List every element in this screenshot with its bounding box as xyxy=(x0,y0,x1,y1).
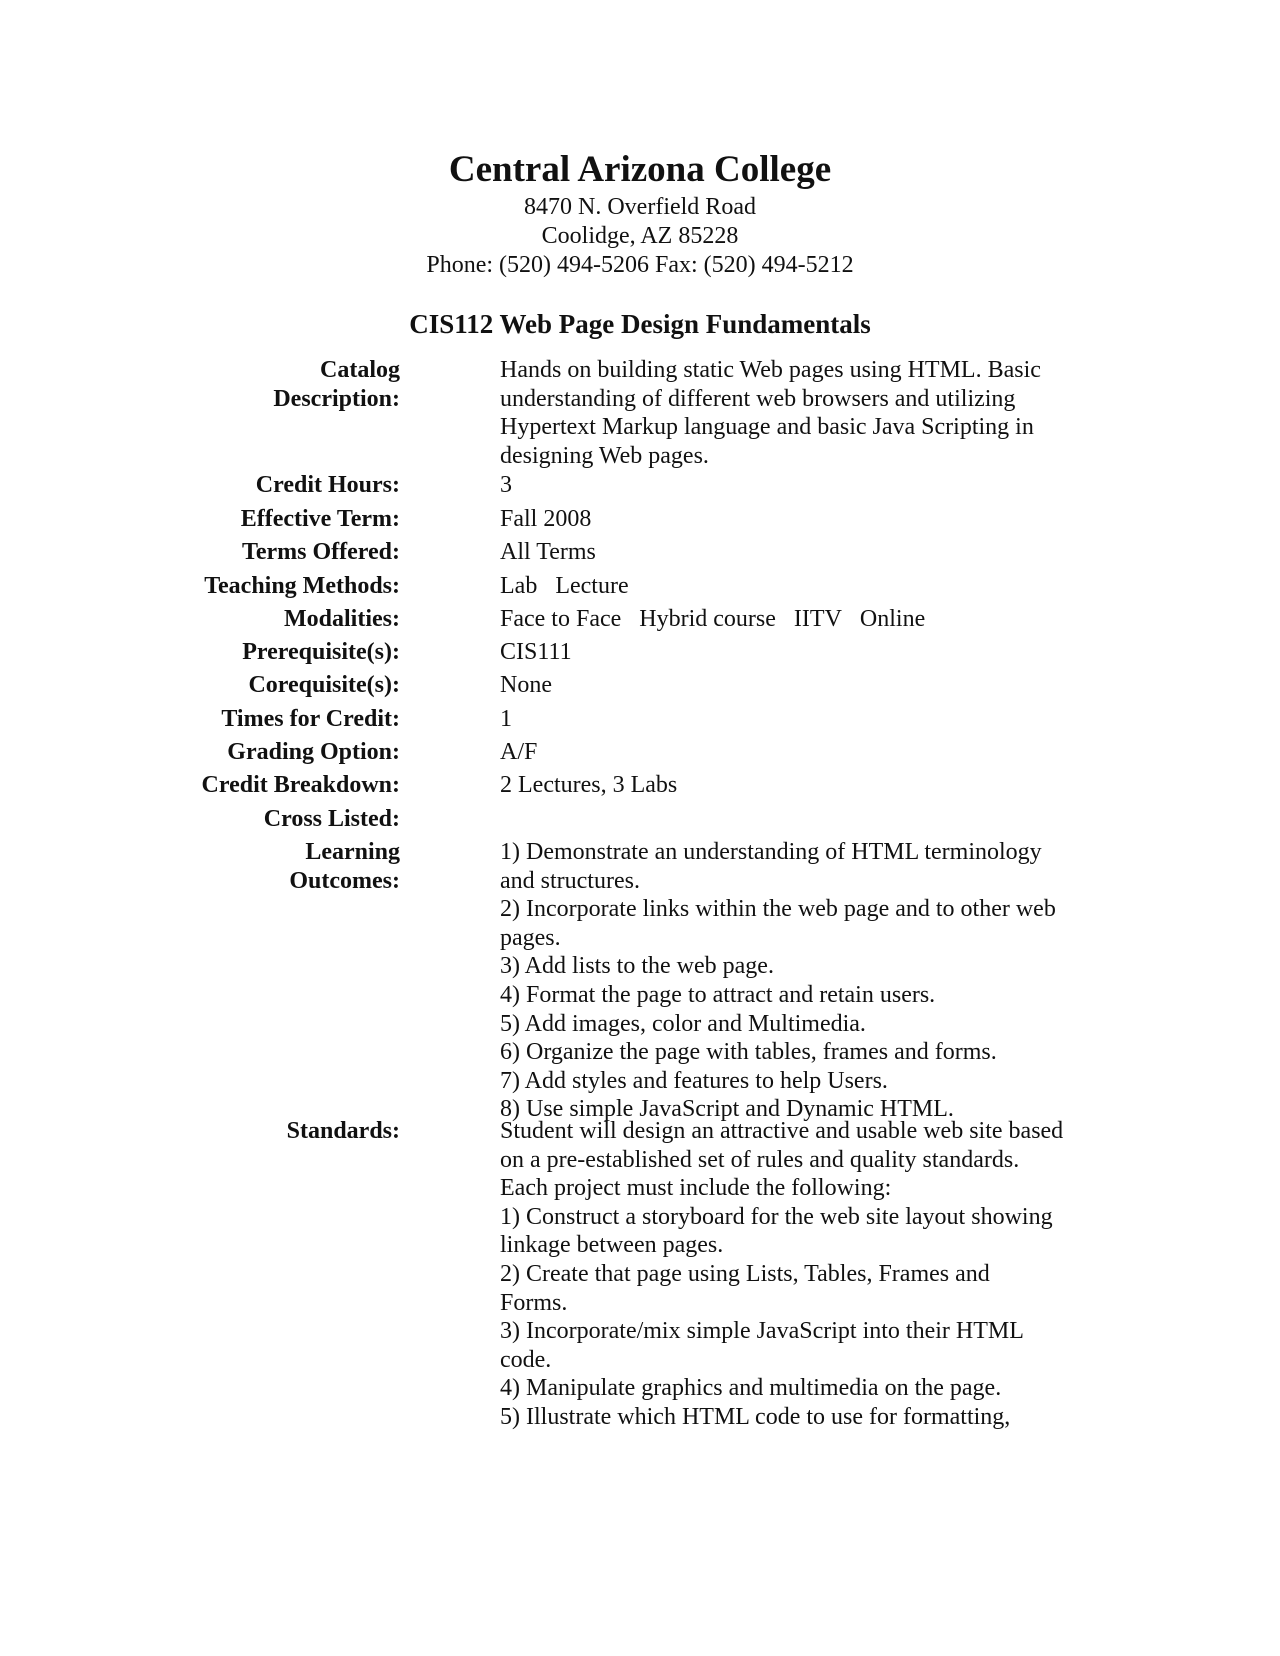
outcome-line: 1) Demonstrate an understanding of HTML terminology xyxy=(500,839,1042,865)
times-for-credit-label: Times for Credit: xyxy=(221,706,400,732)
effective-term-value: Fall 2008 xyxy=(500,506,592,532)
credit-hours-label: Credit Hours: xyxy=(255,472,400,498)
modalities-label: Modalities: xyxy=(284,606,400,632)
outcome-line: 4) Format the page to attract and retain users. xyxy=(500,981,936,1008)
label-line: Outcomes: xyxy=(289,867,400,894)
label-line: Description: xyxy=(273,385,400,412)
standards-line: 1) Construct a storyboard for the web site layout showing xyxy=(500,1203,1053,1230)
outcome-line: 7) Add styles and features to help Users. xyxy=(500,1067,888,1094)
corequisites-label: Corequisite(s): xyxy=(248,672,400,698)
learning-outcomes-value xyxy=(500,838,1100,1124)
course-title: CIS112 Web Page Design Fundamentals xyxy=(409,309,871,339)
standards-line: Forms. xyxy=(500,1289,568,1316)
cross-listed-label: Cross Listed: xyxy=(263,806,400,832)
standards-line: 5) Illustrate which HTML code to use for formatting, xyxy=(500,1403,1011,1430)
outcome-line: 6) Organize the page with tables, frames and forms. xyxy=(500,1039,997,1066)
catalog-description-value xyxy=(500,356,1100,470)
standards-line: Student will design an attractive and usable web site based xyxy=(500,1118,1064,1144)
teaching-method-item: Lab xyxy=(500,573,538,599)
label-line: Learning xyxy=(305,839,400,865)
teaching-method-item: Lecture xyxy=(555,573,629,599)
label-line: Catalog xyxy=(320,357,400,383)
prerequisites-label: Prerequisite(s): xyxy=(242,639,400,665)
text-line: designing Web pages. xyxy=(500,442,709,469)
outcome-line: 5) Add images, color and Multimedia. xyxy=(500,1010,866,1037)
modality-item: Online xyxy=(859,606,926,632)
modality-item: IITV xyxy=(793,606,842,632)
outcome-line: 2) Incorporate links within the web page and to other web xyxy=(500,896,1056,923)
prerequisites-value: CIS111 xyxy=(500,639,572,665)
outcome-line: 3) Add lists to the web page. xyxy=(500,953,774,980)
text-line: Hands on building static Web pages using HTML. Basic xyxy=(500,357,1041,383)
corequisites-value: None xyxy=(500,672,552,698)
outcome-line: 8) Use simple JavaScript and Dynamic HTML. xyxy=(500,1096,954,1123)
text-line: understanding of different web browsers and utilizing xyxy=(500,385,1016,412)
address-line-2: Coolidge, AZ 85228 xyxy=(541,223,739,249)
standards-line: Each project must include the following: xyxy=(500,1175,892,1202)
modality-item: Face to Face xyxy=(500,606,622,632)
grading-option-value: A/F xyxy=(500,739,538,765)
standards-line: on a pre-established set of rules and quality standards. xyxy=(500,1146,1020,1173)
college-name: Central Arizona College xyxy=(448,149,832,190)
outcome-line: pages. xyxy=(500,924,561,951)
outcome-line: and structures. xyxy=(500,867,640,894)
standards-line: 2) Create that page using Lists, Tables, Frames and xyxy=(500,1260,990,1287)
standards-line: linkage between pages. xyxy=(500,1232,724,1259)
modality-item: Hybrid course xyxy=(639,606,776,632)
text-line: Hypertext Markup language and basic Java Scripting in xyxy=(500,414,1034,441)
standards-line: 4) Manipulate graphics and multimedia on the page. xyxy=(500,1375,1002,1402)
credit-breakdown-label: Credit Breakdown: xyxy=(201,772,400,798)
credit-breakdown-value: 2 Lectures, 3 Labs xyxy=(500,772,678,798)
address-line-1: 8470 N. Overfield Road xyxy=(524,194,756,220)
phone-fax-line: Phone: (520) 494-5206 Fax: (520) 494-5212 xyxy=(426,252,854,278)
standards-line: code. xyxy=(500,1346,552,1373)
modalities-value xyxy=(500,605,1100,634)
learning-outcomes-label xyxy=(140,838,400,895)
standards-value xyxy=(500,1117,1100,1432)
teaching-methods-value xyxy=(500,572,1100,601)
terms-offered-label: Terms Offered: xyxy=(242,539,400,565)
standards-label: Standards: xyxy=(286,1118,400,1144)
teaching-methods-label: Teaching Methods: xyxy=(204,573,400,599)
credit-hours-value: 3 xyxy=(500,472,512,498)
grading-option-label: Grading Option: xyxy=(227,739,400,765)
times-for-credit-value: 1 xyxy=(500,706,512,732)
effective-term-label: Effective Term: xyxy=(240,506,400,532)
terms-offered-value: All Terms xyxy=(500,539,596,565)
standards-line: 3) Incorporate/mix simple JavaScript into their HTML xyxy=(500,1318,1024,1345)
catalog-description-label xyxy=(140,356,400,413)
